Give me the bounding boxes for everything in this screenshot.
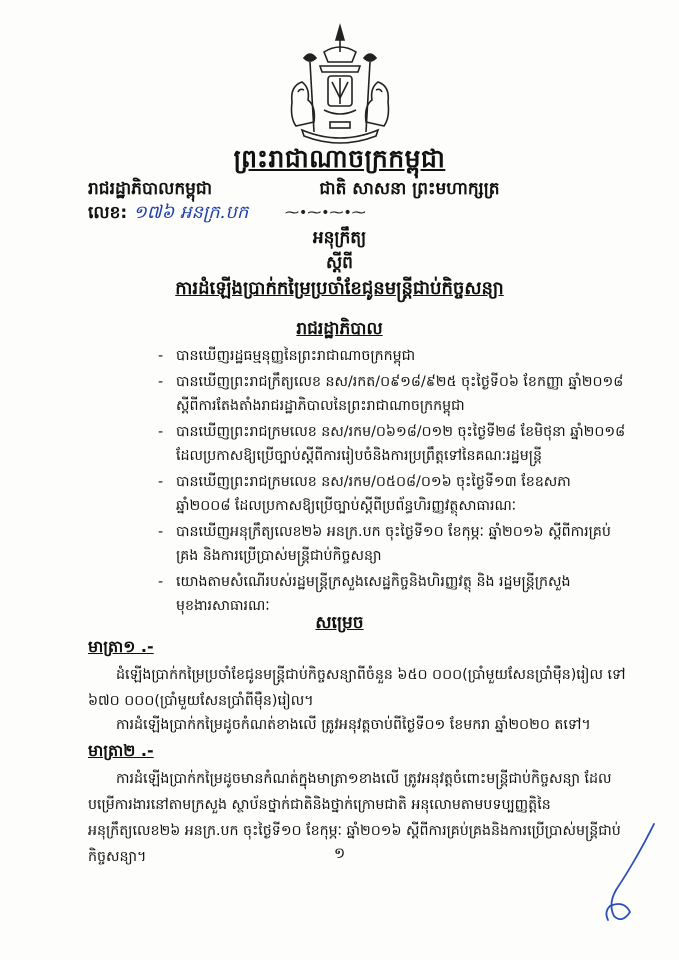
list-item: - យោងតាមសំណើរបស់រដ្ឋមន្ត្រីក្រសួងសេដ្ឋកិច្ចនិងហិរញ្ញវត្ថុ និង រដ្ឋមន្ត្រីក្រសួងមុខងារសាធារណៈ (158, 570, 628, 618)
title-on: ស្ដីពី (326, 253, 353, 273)
preamble-heading: រាជរដ្ឋាភិបាល (296, 319, 383, 339)
document-number-label: លេខ: (88, 203, 128, 223)
list-item: - បានឃើញរដ្ឋធម្មនុញ្ញនៃព្រះរាជាណាចក្រកម្ពុជា (158, 344, 628, 368)
list-item: - បានឃើញព្រះរាជក្រឹត្យលេខ នស/រកត/០៩១៨/៩២៥ ចុះថ្ងៃទី០៦ ខែកញ្ញា ឆ្នាំ២០១៨ ស្ដីពីការតែងតាំងរាជរដ្ឋាភិបាលនៃព្រះរាជាណាចក្រកម្ពុជា (158, 370, 628, 418)
document-subject: ការដំឡើងប្រាក់កម្រៃប្រចាំខែជូនមន្ត្រីជាប់កិច្ចសន្យា (175, 278, 504, 299)
article-1-paragraph-1: ដំឡើងប្រាក់កម្រៃប្រចាំខែជូនមន្ត្រីជាប់កិច្ចសន្យាពីចំនួន ៦៥០ ០០០(ប្រាំមួយសែនប្រាំម៉ឺន)រៀល ទៅ ៦៧០ ០០០(ប្រាំមួយសែនប្រាំពីម៉ឺន)រៀល។ (88, 667, 626, 709)
article-1-paragraph-2: ការដំឡើងប្រាក់កម្រៃដូចកំណត់ខាងលើ ត្រូវអនុវត្តចាប់ពីថ្ងៃទី០១ ខែមករា ឆ្នាំ២០២០ តទៅ។ (116, 717, 591, 733)
article-2-paragraph-1: ការដំឡើងប្រាក់កម្រៃដូចមានកំណត់ក្នុងមាត្រា១ខាងលើ ត្រូវអនុវត្តចំពោះមន្ត្រីជាប់កិច្ចសន្យា ដែលបម្រើការងារនៅតាមក្រសួង ស្ថាប័នថ្នាក់ជាតិនិងថ្នាក់ក្រោមជាតិ អនុលោមតាមបទប្បញ្ញត្តិនៃអនុក្រឹត្យលេខ២៦ អនក្រ.បក ចុះថ្ងៃទី១០ ខែកុម្ភៈ ឆ្នាំ២០១៦ ស្ដីពីការគ្រប់គ្រងនិងការប្រើប្រាស់មន្ត្រីជាប់កិច្ចសន្យា។ (88, 771, 621, 865)
list-item: - បានឃើញព្រះរាជក្រមលេខ នស/រកម/០៦១៨/០១២ ចុះថ្ងៃទី២៨ ខែមិថុនា ឆ្នាំ២០១៨ ដែលប្រកាសឱ្យប្រើច្បាប់ស្ដីពីការរៀបចំនិងការប្រព្រឹត្តទៅនៃគណៈរដ្ឋមន្ត្រី (158, 420, 628, 468)
preamble-list (158, 344, 628, 620)
signature-mark-icon (596, 820, 666, 930)
national-motto: ជាតិ សាសនា ព្រះមហាក្សត្រ (319, 179, 500, 199)
royal-coat-of-arms-icon (280, 22, 400, 152)
decorative-divider: ⁓•⁓•⁓•⁓ (285, 205, 366, 221)
list-item: - បានឃើញអនុក្រឹត្យលេខ២៦ អនក្រ.បក ចុះថ្ងៃទី១០ ខែកុម្ភៈ ឆ្នាំ២០១៦ ស្ដីពីការគ្រប់គ្រង និងការប្រើប្រាស់មន្ត្រីជាប់កិច្ចសន្យា (158, 520, 628, 568)
decision-heading: សម្រេច (315, 613, 364, 633)
document-type: អនុក្រឹត្យ (312, 228, 367, 248)
document-number (88, 200, 248, 227)
article-2-title: មាត្រា២ .- (88, 741, 154, 760)
article-1-title: មាត្រា១ .- (88, 637, 154, 656)
document-number-value: ១៧៦ អនក្រ.បក (133, 202, 249, 223)
page-number: ១ (333, 844, 346, 862)
government-label: រាជរដ្ឋាភិបាលកម្ពុជា (88, 179, 213, 199)
kingdom-title: ព្រះរាជាណាចក្រកម្ពុជា (233, 144, 446, 173)
list-item: - បានឃើញព្រះរាជក្រមលេខ នស/រកម/០៥០៨/០១៦ ចុះថ្ងៃទី១៣ ខែឧសភា ឆ្នាំ២០០៨ ដែលប្រកាសឱ្យប្រើច្បាប់ស្ដីពីប្រព័ន្ធហិរញ្ញវត្ថុសាធារណៈ (158, 470, 628, 518)
